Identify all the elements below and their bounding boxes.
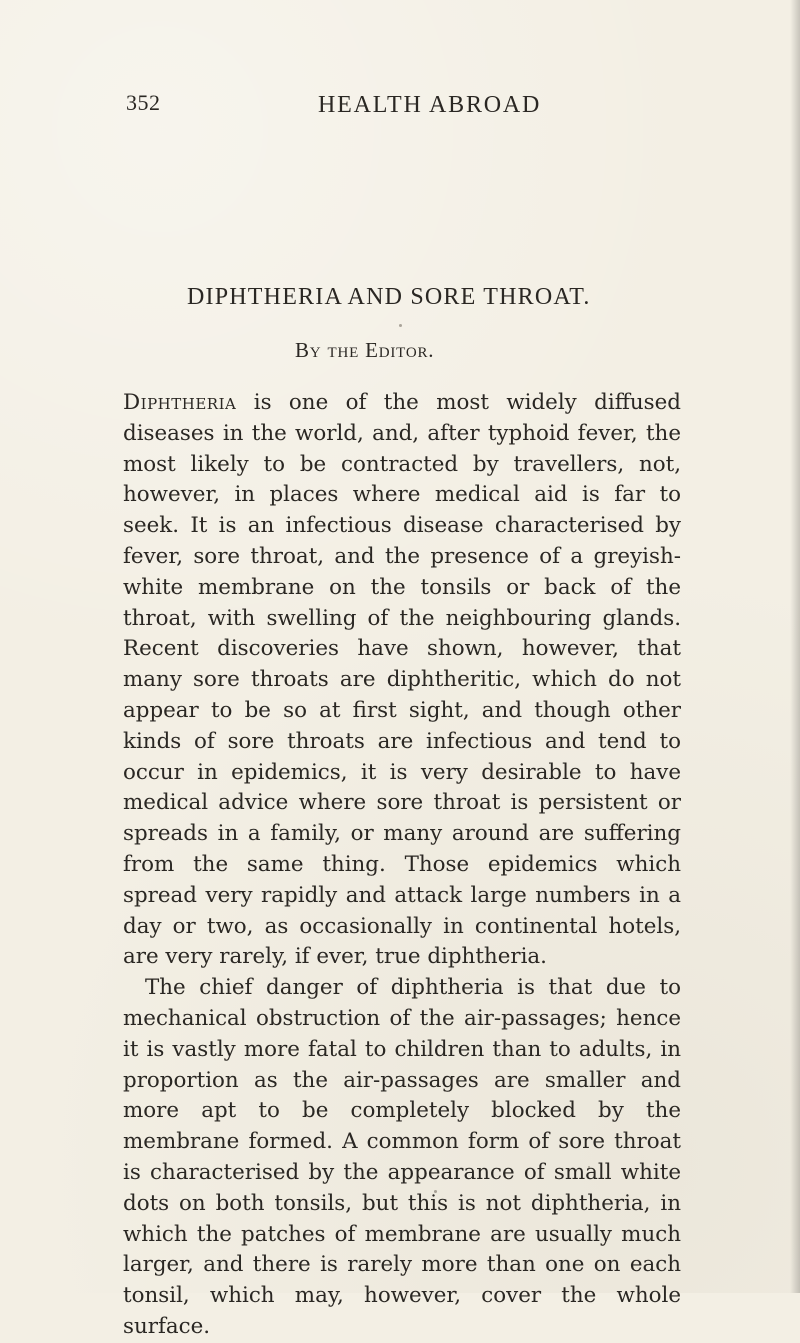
- paragraph-1-text: is one of the most widely diffused diseases in the world, and, after typhoid fever, the most likely to be contracted by travellers, not, however, in places where medical aid is far to seek. It is an infectious disease characterised by fever, sore throat, and the presence of a greyish-white membrane on the tonsils or back of the throat, with swelling of the neighbouring glands. Recent discoveries have shown, however, that many sore throats are diphtheritic, which do not appear to be so at first sight, and though other kinds of sore throats are infectious and tend to occur in epidemics, it is very desirable to have medical advice where sore throat is persistent or spreads in a family, or many around are suffering from the same thing. Those epidemics which spread very rapidly and attack large numbers in a day or two, as occasionally in continental hotels, are very rarely, if ever, true diphtheria.: [123, 390, 681, 970]
- paragraph-1: [123, 388, 681, 973]
- paper-speck: [399, 324, 402, 327]
- article-body: [123, 388, 681, 1343]
- paper-speck: [434, 1190, 437, 1193]
- paragraph-2: The chief danger of diphtheria is that due to mechanical obstruction of the air-passages; hence it is vastly more fatal to children than to adults, in proportion as the air-passages are smaller and more apt to be completely blocked by the membrane formed. A common form of sore throat is characterised by the appearance of small white dots on both tonsils, but this is not diphtheria, in which the patches of membrane are usually much larger, and there is rarely more than one on each tonsil, which may, however, cover the whole surface.: [123, 975, 681, 1339]
- running-head: HEALTH ABROAD: [318, 92, 542, 118]
- lead-word: Diphtheria: [123, 390, 237, 415]
- page-edge-shadow: [790, 0, 800, 1293]
- article-title: DIPHTHERIA AND SORE THROAT.: [187, 284, 591, 310]
- paper-speck: [588, 1166, 590, 1168]
- article-byline: By the Editor.: [295, 338, 435, 362]
- page-number: 352: [126, 90, 161, 115]
